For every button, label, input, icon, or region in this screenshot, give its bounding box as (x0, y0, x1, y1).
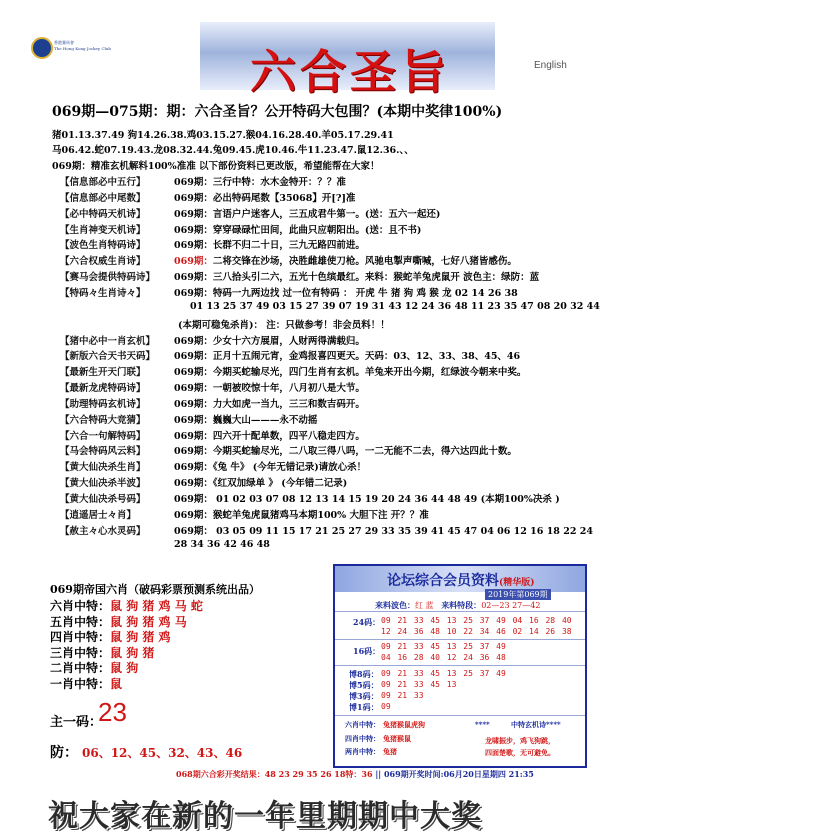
b5-label: 博5码： (349, 680, 379, 690)
item-text: 069期：巍巍大山———永不动摇 (174, 415, 318, 426)
six-row-value: 鼠 狗 猪 鸡 马 (110, 615, 187, 629)
item-label: 【特码々生肖诗々】 (60, 288, 146, 299)
item-label: 【信息部必中五行】 (60, 177, 146, 188)
item-label: 【赛马会提供特码诗】 (60, 272, 156, 283)
divider (335, 665, 585, 666)
card-two-label: 两肖中特： (345, 747, 380, 756)
b3-label: 博3码： (349, 691, 379, 701)
item-text: 069期：二将交锋在沙场，决胜雌雄使刀枪。风驰电掣声嘶喊，七好八猪皆感伤。 (174, 256, 517, 267)
six-row-label: 四肖中特： (50, 630, 111, 644)
forum-member-card (333, 564, 587, 768)
card-title-text: 论坛综合会员资料 (387, 573, 499, 589)
item-label: 【马会特码风云料】 (60, 446, 146, 457)
six-row-label: 六肖中特： (50, 599, 111, 613)
divider (335, 639, 585, 640)
guard-numbers: 06、12、45、32、43、46 (82, 746, 243, 760)
result-separator: || (372, 769, 384, 779)
divider (335, 611, 585, 612)
notice-line: 069期：精准玄机解料100%准准 以下部份资料已更改版，希望能帮在大家！ (52, 161, 380, 172)
headline: 069期—075期：期：六合圣旨？公开特码大包围？(本期中奖律100%) (52, 104, 503, 120)
six-row-label: 一肖中特： (50, 677, 111, 691)
item-label: 【六合一句解特码】 (60, 431, 146, 442)
item-text: 069期：今期买蛇输尽光，二八取三得八吗，一二无能不二去，得六达四此十数。 (174, 446, 517, 457)
item-label: 【信息部必中尾数】 (60, 193, 146, 204)
g24-label: 24码： (353, 617, 381, 627)
six-row-value: 鼠 狗 猪 (110, 646, 155, 660)
item-label: 【黄大仙决杀生肖】 (60, 462, 146, 473)
color-label: 来料波色： (375, 600, 415, 610)
six-zodiac-row (50, 628, 171, 645)
six-row-value: 鼠 狗 猪 鸡 马 蛇 (110, 599, 203, 613)
divider (335, 715, 585, 716)
card-title (387, 570, 535, 590)
six-zodiac-row (50, 597, 203, 614)
b1-label: 博1码： (349, 702, 379, 712)
item-label: 【六合特码大竞猜】 (60, 415, 146, 426)
range-value: 02—23 27—42 (481, 601, 541, 610)
item-text: 069期：特码一九两边找 过一位有特码 ： 开虎 牛 猪 狗 鸡 猴 龙 02 14 26 38 (174, 288, 518, 299)
card-issue: 2019年第069期 (485, 589, 551, 600)
six-row-value: 鼠 狗 猪 鸡 (110, 630, 171, 644)
six-zodiac-title: 069期帝国六肖（破码彩票预测系统出品） (50, 583, 260, 596)
item-text: 069期：正月十五闹元宵，金鸡报喜四更天。天码：03、12、33、38、45、46 (174, 351, 521, 362)
page-title: 六合圣旨 (250, 45, 450, 99)
six-row-label: 三肖中特： (50, 646, 111, 660)
item-text: 069期：四六开十配单数，四平八稳走四方。 (174, 431, 365, 442)
main-number-value: 23 (98, 697, 127, 727)
item-text: 069期：《红双加绿单 》 (今年错二记录) (174, 478, 348, 489)
card-poem-line-2: 四面楚歌，无可避免。 (485, 748, 555, 757)
card-title-tag: (精华版) (499, 578, 535, 588)
logo-line-chinese: 香港賽馬會 (54, 40, 74, 45)
b1-numbers: 09 (381, 702, 391, 711)
range-label: 来料特段： (441, 600, 482, 610)
g24-line-2: 12 24 36 48 10 22 34 46 02 14 26 38 (381, 627, 572, 636)
six-row-value: 鼠 (110, 677, 123, 691)
jockey-club-logo-icon (31, 37, 53, 59)
card-six-value: 兔猪猴鼠虎狗 (383, 720, 425, 729)
item-label: 【生肖神变天机诗】 (60, 225, 146, 236)
b8-label: 博8码： (349, 669, 379, 679)
six-row-label: 二肖中特： (50, 661, 111, 675)
logo-line-english: The Hong Kong Jockey Club (54, 46, 111, 51)
item-text: 069期：三八拾头引二六，五光十色缤最红。来料：猴蛇羊兔虎鼠开 波色主：绿防：蓝 (174, 272, 540, 283)
item-text: 069期：必出特码尾数【35068】开[?]准 (174, 193, 356, 204)
result-prefix: 068期六合彩开奖结果： (176, 769, 265, 779)
six-row-value: 鼠 狗 (110, 661, 139, 675)
color-value: 红 蓝 (415, 601, 434, 610)
b5-numbers: 09 21 33 45 13 (381, 680, 457, 689)
card-color-row (375, 600, 540, 611)
result-footer (176, 769, 534, 780)
item-text: 069期： 01 02 03 07 08 12 13 14 15 19 20 24 36 44 48 49 (本期100%决杀 ) (174, 494, 560, 505)
item-text: 069期：一朝被咬惊十年，八月初八是大节。 (174, 383, 365, 394)
item-text: 01 13 25 37 49 03 15 27 39 07 19 31 43 12 24 36 48 11 23 35 47 08 20 32 44 (190, 301, 600, 312)
item-label: 【黄大仙决杀号码】 (60, 494, 146, 505)
item-text: 069期：《兔 牛》 (今年无错记录)请放心杀！ (174, 462, 367, 473)
six-zodiac-row (50, 659, 138, 676)
item-text: 069期：穿穿碌碌忙田间，此曲只应朝阳出。(送：且不书) (174, 225, 422, 236)
zodiac-line-1: 猪01.13.37.49 狗14.26.38.鸡03.15.27.猴04.16.28.40.羊05.17.29.41 (52, 130, 394, 141)
item-text: 069期：力大如虎一当九，三三和数吉码开。 (174, 399, 365, 410)
card-two-value: 兔猪 (383, 747, 397, 756)
six-zodiac-row (50, 675, 122, 692)
item-text: 069期：少女十六方展眉，人财两得满载归。 (174, 336, 365, 347)
card-four-label: 四肖中特： (345, 734, 380, 743)
b3-numbers: 09 21 33 (381, 691, 424, 700)
six-row-label: 五肖中特： (50, 615, 111, 629)
main-number-label: 主一码： (50, 715, 103, 730)
item-text: 069期： 03 05 09 11 15 17 21 25 27 29 33 35 39 41 45 47 04 06 12 16 18 22 24 (174, 526, 593, 537)
card-poem-label: 中特玄机诗**** (511, 720, 561, 729)
next-draw-time: 069期开奖时间:06月20日星期四 21:35 (383, 769, 534, 779)
logo-text (54, 40, 111, 52)
item-text: 069期：三行中特：水木金特开：？？准 (174, 177, 346, 188)
english-link[interactable]: English (534, 60, 567, 71)
item-label: 【最新龙虎特码诗】 (60, 383, 146, 394)
guard-label: 防： (50, 745, 78, 761)
item-text: 069期：今期买蛇输尽光，四门生肖有玄机。羊兔来开出今期，红绿波今朝来中奖。 (174, 367, 527, 378)
item-text: 069期：猴蛇羊兔虎鼠猪鸡马本期100% 大胆下注 开？？准 (174, 510, 429, 521)
item-text: 069期：言语户户迷客人，三五成君牛第一。(送：五六一起还) (174, 209, 441, 220)
greeting-banner: 祝大家在新的一年里期期中大奖 (48, 799, 482, 834)
item-label: 【逍遥居士々肖】 (60, 510, 137, 521)
item-label: 【必中特码天机诗】 (60, 209, 146, 220)
g16-line-1: 09 21 33 45 13 25 37 49 (381, 642, 506, 651)
item-text: 069期：长群不归二十日，三九无路四前进。 (174, 240, 365, 251)
item-label: 【猪中必中一肖玄机】 (60, 336, 156, 347)
item-label: 【赦主々心水灵码】 (60, 526, 146, 537)
card-stars: **** (475, 720, 490, 729)
g16-label: 16码： (353, 646, 381, 656)
item-text: 28 34 36 42 46 48 (174, 539, 270, 550)
g24-line-1: 09 21 33 45 13 25 37 49 04 16 28 40 (381, 616, 572, 625)
b8-numbers: 09 21 33 45 13 25 37 49 (381, 669, 506, 678)
card-poem-line-1: 龙啸振步，鸡飞狗跳， (485, 736, 555, 745)
item-label: 【新版六合天书天码】 (60, 351, 156, 362)
g16-line-2: 04 16 28 40 12 24 36 48 (381, 653, 506, 662)
item-text: (本期可稳兔杀肖)： 注：只做参考！非会员料！！ (178, 320, 390, 331)
item-label: 【六合权威生肖诗】 (60, 256, 146, 267)
item-label: 【助理特码玄机诗】 (60, 399, 146, 410)
item-label: 【黄大仙决杀半波】 (60, 478, 146, 489)
zodiac-line-2: 马06.42.蛇07.19.43.龙08.32.44.兔09.45.虎10.46.牛11.23.47.鼠12.36.、、 (52, 145, 414, 156)
item-label: 【波色生肖特码诗】 (60, 240, 146, 251)
card-six-label: 六肖中特： (345, 720, 380, 729)
card-four-value: 兔猪猴鼠 (383, 734, 411, 743)
result-numbers: 48 23 29 35 26 18特：36 (264, 769, 373, 779)
item-label: 【最新生开天门联】 (60, 367, 146, 378)
